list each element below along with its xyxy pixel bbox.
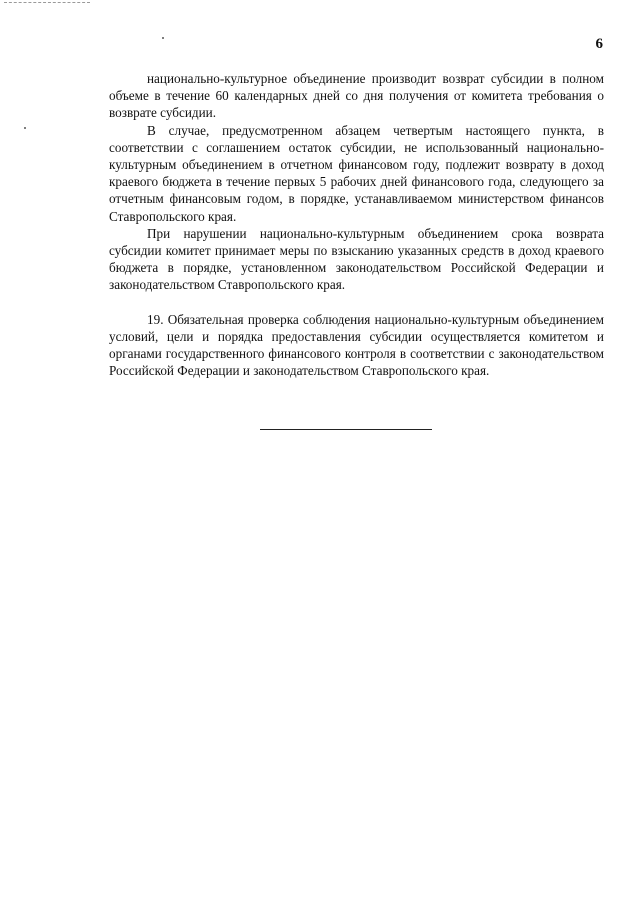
paragraph-unused-balance: В случае, предусмотренном абзацем четвертым настоящего пункта, в соответствии с соглашением остаток субсидии, не использованный национально-культурным объединением в отчетном финансовом году, подлежит возврату в доход краевого бюджета в течение первых 5 рабочих дней финансового года, следующего за отчетным финансовым годом, в порядке, устанавливаемом министерством финансов Ставропольского края. [109, 122, 604, 224]
scan-artifact-dashes [4, 2, 90, 3]
document-body [109, 70, 604, 379]
paragraph-subsidy-return: национально-культурное объединение производит возврат субсидии в полном объеме в течение 60 календарных дней со дня получения от комитета требования о возврате субсидии. [109, 71, 604, 121]
paragraph-gap [109, 294, 604, 311]
paragraph-item-19: 19. Обязательная проверка соблюдения национально-культурным объединением условий, цели и порядка предоставления субсидии осуществляется комитетом и органами государственного финансового контроля в соответствии с законодательством Российской Федерации и законодательством Ставропольского края. [109, 311, 604, 379]
closing-rule [260, 429, 432, 430]
paragraph-deadline-violation: При нарушении национально-культурным объединением срока возврата субсидии комитет принимает меры по взысканию указанных средств в доход краевого бюджета в порядке, установленном законодательством Российской Федерации и законодательством Ставропольского края. [109, 225, 604, 293]
page-number: 6 [595, 36, 603, 52]
scan-speck [162, 37, 164, 39]
scan-speck [24, 127, 26, 129]
